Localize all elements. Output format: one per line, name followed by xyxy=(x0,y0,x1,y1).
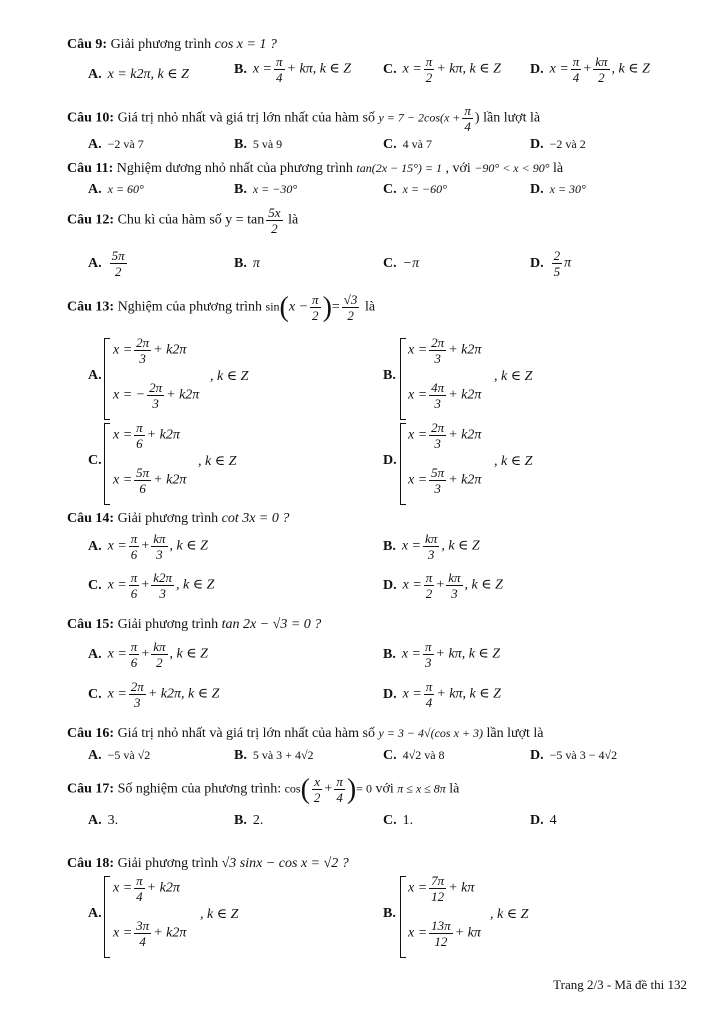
q18b-cond: , k ∈ Z xyxy=(490,907,529,922)
question-13 xyxy=(67,292,375,323)
option-label: A. xyxy=(88,646,102,662)
option-expr: x = xyxy=(107,577,127,593)
fraction: $\frac{2\pi}{3}$ xyxy=(130,679,144,710)
fraction: $\frac{k\pi}{3}$ xyxy=(153,531,166,562)
fraction: $\frac{\pi}{4}$ xyxy=(336,774,343,805)
q10-option-a[interactable] xyxy=(88,137,144,153)
q13b-line2: x = $\frac{4\pi}{3}$ + k2π xyxy=(408,380,482,411)
q13c-cond: , k ∈ Z xyxy=(198,454,237,469)
fraction: $\frac{k2\pi}{3}$ xyxy=(153,570,173,601)
q10-text: Giá trị nhỏ nhất và giá trị lớn nhất của hàm số xyxy=(117,110,375,126)
q16-tail: lần lượt là xyxy=(486,726,544,741)
option-label: B. xyxy=(383,368,396,383)
q13b-cond: , k ∈ Z xyxy=(494,369,533,384)
fraction: $\frac{\pi}{4}$ xyxy=(276,54,283,85)
option-label: D. xyxy=(530,137,544,152)
option-expr: x = xyxy=(549,61,569,77)
bracket xyxy=(400,423,406,505)
q13-option-d[interactable] xyxy=(383,453,397,469)
question-17 xyxy=(67,774,459,805)
option-label: D. xyxy=(383,453,397,468)
q11-label: Câu 11: xyxy=(67,161,114,176)
option-expr: + kπ, k ∈ Z xyxy=(436,61,501,77)
option-text: 4 và 7 xyxy=(402,137,432,151)
q11-option-b[interactable] xyxy=(234,182,297,198)
paren-close: ) xyxy=(322,291,332,323)
q10-tail: lần lượt là xyxy=(483,110,541,126)
q16-option-c[interactable] xyxy=(383,748,445,764)
q13a-cond: , k ∈ Z xyxy=(210,369,249,384)
fraction: $\frac{2}{5}$ xyxy=(553,248,561,279)
q17-label: Câu 17: xyxy=(67,781,115,797)
option-expr: , k ∈ Z xyxy=(441,538,480,554)
fraction: $\frac{x}{2}$ xyxy=(313,774,321,805)
option-label: B. xyxy=(383,906,396,921)
q14-label: Câu 14: xyxy=(67,511,115,526)
option-text: x = −30° xyxy=(252,182,298,196)
question-12 xyxy=(67,205,298,236)
q13a-line1: x = $\frac{2\pi}{3}$ + k2π xyxy=(113,335,187,366)
plus: + xyxy=(141,538,150,554)
option-expr: + kπ, k ∈ Z xyxy=(286,61,352,77)
option-text: x = −60° xyxy=(402,182,447,196)
fraction: $\frac{k\pi}{3}$ xyxy=(448,570,461,601)
bracket xyxy=(400,876,406,958)
q9-label: Câu 9: xyxy=(67,37,108,52)
option-text: −5 và 3 − 4√2 xyxy=(549,748,618,762)
q9-option-b[interactable] xyxy=(234,54,351,85)
plus: + xyxy=(141,646,150,662)
q10-expr: y = 7 − 2cos(x + xyxy=(378,110,461,125)
option-label: C. xyxy=(88,686,102,702)
option-expr: x = xyxy=(401,538,422,554)
question-10 xyxy=(67,103,540,134)
fraction: $\frac{\pi}{2}$ xyxy=(425,570,433,601)
plus: + xyxy=(583,61,592,77)
option-label: B. xyxy=(234,813,247,828)
option-expr: , k ∈ Z xyxy=(176,577,215,593)
option-label: D. xyxy=(530,813,544,828)
q15-option-d[interactable] xyxy=(383,679,501,710)
option-expr: x = xyxy=(401,646,422,662)
question-18 xyxy=(67,856,349,872)
q9-expr: cos x = 1 ? xyxy=(214,37,277,52)
option-text: 5 và 3 + 4√2 xyxy=(252,748,314,762)
option-text: π xyxy=(252,256,260,271)
q15-option-a[interactable] xyxy=(88,639,208,670)
q12-option-d[interactable] xyxy=(530,248,571,279)
bracket xyxy=(104,338,110,420)
option-expr: + kπ, k ∈ Z xyxy=(435,646,501,662)
q14-expr: cot 3x = 0 ? xyxy=(221,511,290,526)
q17-option-b[interactable] xyxy=(234,813,263,829)
option-text: −5 và √2 xyxy=(107,748,151,762)
option-expr: x = xyxy=(252,61,273,77)
fraction: $\frac{√3}{2}$ xyxy=(343,292,358,323)
option-text: −2 và 7 xyxy=(107,137,144,151)
q15-option-c[interactable] xyxy=(88,679,219,710)
option-label: A. xyxy=(88,255,102,271)
q9-text: Giải phương trình xyxy=(110,37,212,52)
option-label: D. xyxy=(530,255,544,271)
option-label: C. xyxy=(88,577,102,593)
option-label: A. xyxy=(88,906,102,921)
q16-label: Câu 16: xyxy=(67,726,115,741)
option-expr: , k ∈ Z xyxy=(169,538,208,554)
q10-option-b[interactable] xyxy=(234,137,282,153)
q14-option-d[interactable] xyxy=(383,570,503,601)
option-expr: + kπ, k ∈ Z xyxy=(436,686,501,702)
option-expr: x = xyxy=(402,686,422,702)
q12-option-a[interactable] xyxy=(88,248,129,279)
q10-option-d[interactable] xyxy=(530,137,586,153)
question-15 xyxy=(67,617,321,633)
option-label: A. xyxy=(88,137,102,152)
option-expr: π xyxy=(564,255,572,271)
q18a-cond: , k ∈ Z xyxy=(200,907,239,922)
option-label: A. xyxy=(88,182,102,197)
q12-tail: là xyxy=(288,212,299,228)
q18a-line1: x = $\frac{\pi}{4}$ + k2π xyxy=(113,873,180,904)
fraction: $\frac{\pi}{6}$ xyxy=(130,570,138,601)
x-minus: x − xyxy=(288,299,309,315)
fraction: $\frac{\pi}{4}$ xyxy=(464,103,471,134)
fraction: $\frac{\pi}{3}$ xyxy=(425,639,432,670)
option-label: C. xyxy=(383,137,397,152)
plus: + xyxy=(436,577,445,593)
option-expr: x = xyxy=(107,686,127,702)
option-label: D. xyxy=(530,748,544,763)
q18a-line2: x = $\frac{3\pi}{4}$ + k2π xyxy=(113,918,187,949)
q18-expr: √3 sinx − cos x = √2 ? xyxy=(221,856,349,871)
q15-text: Giải phương trình xyxy=(117,617,219,632)
option-expr: , k ∈ Z xyxy=(169,646,208,662)
q13-label: Câu 13: xyxy=(67,299,115,315)
fraction: $\frac{5x}{2}$ xyxy=(268,205,281,236)
q16-option-b[interactable] xyxy=(234,748,314,764)
option-expr: x = xyxy=(402,61,422,77)
q12-label: Câu 12: xyxy=(67,212,115,228)
q13a-line2: x = − $\frac{2\pi}{3}$ + k2π xyxy=(113,380,200,411)
q15-option-b[interactable] xyxy=(383,639,500,670)
q18-text: Giải phương trình xyxy=(117,856,219,871)
option-label: B. xyxy=(234,61,247,77)
q16-expr: y = 3 − 4√(cos x + 3) xyxy=(378,726,483,740)
q17-cond: π ≤ x ≤ 8π xyxy=(397,781,446,796)
q12-option-b[interactable] xyxy=(234,256,260,272)
option-label: B. xyxy=(234,256,247,271)
fraction: $\frac{\pi}{2}$ xyxy=(312,292,319,323)
option-label: A. xyxy=(88,538,102,554)
q13-tail: là xyxy=(364,299,376,315)
plus: + xyxy=(141,577,150,593)
option-label: D. xyxy=(383,686,397,702)
bracket xyxy=(104,876,110,958)
q9-option-c[interactable] xyxy=(383,54,501,85)
q16-option-a[interactable] xyxy=(88,748,150,764)
option-label: C. xyxy=(383,61,397,77)
option-label: A. xyxy=(88,67,102,82)
q9-option-a[interactable] xyxy=(88,66,189,83)
option-label: B. xyxy=(383,538,396,554)
q11-option-d[interactable] xyxy=(530,182,586,198)
q11-option-a[interactable] xyxy=(88,182,144,198)
cos: cos xyxy=(284,781,301,796)
option-label: A. xyxy=(88,813,102,828)
q18-option-b[interactable] xyxy=(383,906,396,922)
option-text: 4 xyxy=(549,813,557,828)
q13b-line1: x = $\frac{2\pi}{3}$ + k2π xyxy=(408,335,482,366)
q13d-line1: x = $\frac{2\pi}{3}$ + k2π xyxy=(408,420,482,451)
q11-text: Nghiệm dương nhỏ nhất của phương trình xyxy=(116,161,353,176)
q12-option-c[interactable] xyxy=(383,256,419,272)
option-expr: x = xyxy=(107,538,127,554)
q13d-line2: x = $\frac{5\pi}{3}$ + k2π xyxy=(408,465,482,496)
option-label: B. xyxy=(383,646,396,662)
paren-open: ( xyxy=(300,773,310,805)
q13c-line1: x = $\frac{\pi}{6}$ + k2π xyxy=(113,420,180,451)
q13-option-a[interactable] xyxy=(88,368,102,384)
equals: = xyxy=(331,299,340,315)
option-text: 3. xyxy=(107,813,119,828)
q18-label: Câu 18: xyxy=(67,856,115,871)
option-text: −π xyxy=(402,256,420,271)
option-expr: x = xyxy=(402,577,422,593)
q11-option-c[interactable] xyxy=(383,182,447,198)
option-expr: , k ∈ Z xyxy=(464,577,503,593)
q15-expr: tan 2x − √3 = 0 ? xyxy=(221,617,322,632)
option-label: B. xyxy=(234,182,247,197)
q12-text: Chu kì của hàm số y = tan xyxy=(117,212,265,228)
q9-option-d[interactable] xyxy=(530,54,650,85)
fraction: $\frac{\pi}{4}$ xyxy=(572,54,580,85)
option-label: C. xyxy=(383,256,397,271)
equals: = 0 xyxy=(356,781,372,796)
option-text: x = 30° xyxy=(549,182,586,196)
q17-option-a[interactable] xyxy=(88,813,118,829)
option-text: x = 60° xyxy=(107,182,144,196)
q17-option-c[interactable] xyxy=(383,813,413,829)
option-label: B. xyxy=(234,748,247,763)
fraction: $\frac{\pi}{6}$ xyxy=(130,639,138,670)
q14-option-b[interactable] xyxy=(383,531,480,562)
bracket xyxy=(400,338,406,420)
q18b-line1: x = $\frac{7\pi}{12}$ + kπ xyxy=(408,873,475,904)
question-16 xyxy=(67,726,543,742)
q14-option-c[interactable] xyxy=(88,570,214,601)
q16-option-d[interactable] xyxy=(530,748,617,764)
fraction: $\frac{k\pi}{2}$ xyxy=(153,639,166,670)
fraction: $\frac{\pi}{2}$ xyxy=(425,54,433,85)
option-text: 5 và 9 xyxy=(252,137,283,151)
option-text: −2 và 2 xyxy=(549,137,586,151)
bracket xyxy=(104,423,110,505)
option-text: 2. xyxy=(252,813,264,828)
q13c-line2: x = $\frac{5\pi}{6}$ + k2π xyxy=(113,465,187,496)
page-footer: Trang 2/3 - Mã đề thi 132 xyxy=(553,977,687,992)
q10-label: Câu 10: xyxy=(67,110,115,126)
q15-label: Câu 15: xyxy=(67,617,115,632)
question-14 xyxy=(67,511,289,527)
q18b-line2: x = $\frac{13\pi}{12}$ + kπ xyxy=(408,918,481,949)
option-text: 4√2 và 8 xyxy=(402,748,445,762)
q11-cond: −90° < x < 90° xyxy=(474,161,550,175)
fraction: $\frac{5\pi}{2}$ xyxy=(111,248,125,279)
question-11 xyxy=(67,161,563,177)
q17-tail2: là xyxy=(449,781,460,797)
q14-option-a[interactable] xyxy=(88,531,208,562)
fraction: $\frac{\pi}{6}$ xyxy=(130,531,138,562)
q13d-cond: , k ∈ Z xyxy=(494,454,533,469)
paren-close: ) xyxy=(346,773,357,805)
fraction: $\frac{\pi}{4}$ xyxy=(425,679,433,710)
question-9 xyxy=(67,37,277,53)
fraction: $\frac{k\pi}{2}$ xyxy=(595,54,608,85)
option-expr: x = k2π, k ∈ Z xyxy=(107,67,189,82)
option-expr: + k2π, k ∈ Z xyxy=(147,686,220,702)
q13-text: Nghiệm của phương trình xyxy=(117,299,263,315)
option-label: A. xyxy=(88,748,102,763)
option-label: D. xyxy=(383,577,397,593)
q10-option-c[interactable] xyxy=(383,137,432,153)
option-label: B. xyxy=(234,137,247,152)
q11-tail2: là xyxy=(553,161,564,176)
fraction: $\frac{k\pi}{3}$ xyxy=(425,531,438,562)
paren: ) xyxy=(474,110,480,126)
q11-tail: , với xyxy=(445,161,471,176)
sin: sin xyxy=(265,299,280,314)
q17-option-d[interactable] xyxy=(530,813,557,829)
option-label: C. xyxy=(383,813,397,828)
option-label: D. xyxy=(530,182,544,197)
q13-option-b[interactable] xyxy=(383,368,396,384)
option-label: C. xyxy=(88,453,102,468)
option-expr: , k ∈ Z xyxy=(611,61,650,77)
option-label: A. xyxy=(88,368,102,383)
q18-option-a[interactable] xyxy=(88,906,102,922)
option-label: C. xyxy=(383,182,397,197)
q14-text: Giải phương trình xyxy=(117,511,219,526)
q17-tail: với xyxy=(375,781,394,797)
q16-text: Giá trị nhỏ nhất và giá trị lớn nhất của hàm số xyxy=(117,726,375,741)
paren-open: ( xyxy=(279,291,289,323)
option-label: C. xyxy=(383,748,397,763)
q11-expr: tan(2x − 15°) = 1 xyxy=(356,161,443,175)
q17-text: Số nghiệm của phương trình: xyxy=(117,781,282,797)
q13-option-c[interactable] xyxy=(88,453,102,469)
option-label: D. xyxy=(530,61,544,77)
plus: + xyxy=(324,781,333,797)
option-text: 1. xyxy=(402,813,414,828)
option-expr: x = xyxy=(107,646,127,662)
